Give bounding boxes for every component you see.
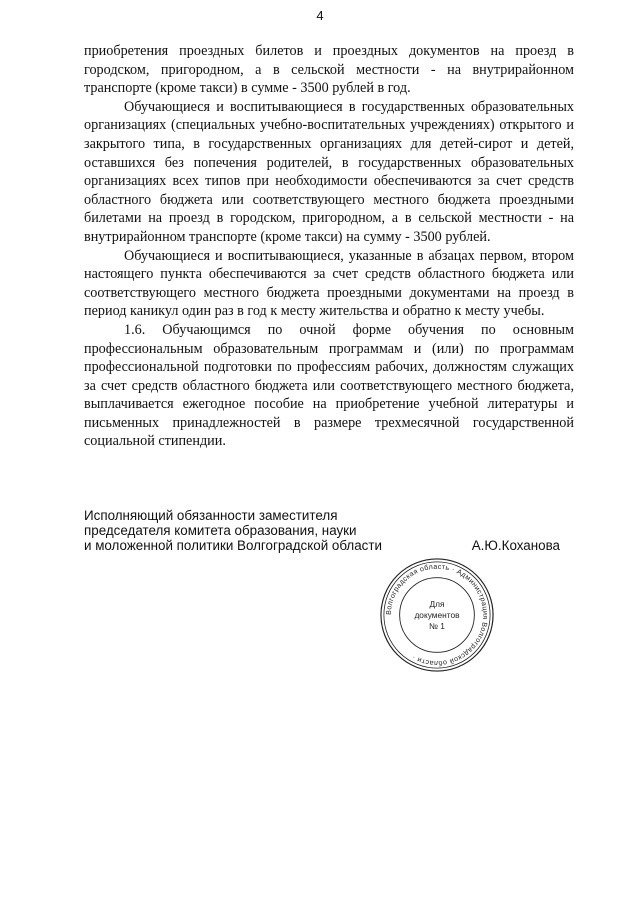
- paragraph-1: приобретения проездных билетов и проездных документов на проезд в городском, пригородном, а в сельской местности - на внутрирайонном транспорте (кроме такси) в сумме - 3500 рублей в год.: [84, 43, 574, 97]
- signer-title-line-1: Исполняющий обязанности заместителя: [84, 508, 338, 523]
- stamp-ring-text: Волгоградская область · Администрация Волгоградской области ·: [384, 562, 490, 668]
- page-number: 4: [316, 8, 324, 23]
- signer-title-line-2: председателя комитета образования, науки: [84, 523, 357, 539]
- stamp-center-line-3: № 1: [429, 620, 445, 631]
- stamp-center-line-1: Для: [429, 599, 445, 610]
- paragraph-3: Обучающиеся и воспитывающиеся, указанные в абзацах первом, втором настоящего пункта обеспечиваются за счет средств областного бюджета или соответствующего местного бюджета проездными документами на проезд в период каникул один раз в год к месту жительства и обратно к месту учебы.: [84, 247, 574, 320]
- paragraph-4: 1.6. Обучающимся по очной форме обучения по основным профессиональным образовательным программам и (или) по программам профессиональной подготовки по профессиям рабочих, должностям служащих за счет средств областного бюджета или соответствующего местного бюджета, выплачивается ежегодное пособие на приобретение учебной литературы и письменных принадлежностей в размере трехмесячной государственной социальной стипендии.: [84, 321, 574, 450]
- signer-title-line-3: и моложенной политики Волгоградской области: [84, 538, 382, 554]
- official-stamp: [378, 556, 496, 674]
- document-body: [84, 42, 574, 451]
- stamp-center-line-2: документов: [414, 609, 460, 620]
- paragraph-2: Обучающиеся и воспитывающиеся в государственных образовательных организациях (специальных учебно-воспитательных учреждениях) открытого и закрытого типа, в государственных организациях для детей-сирот и детей, оставшихся без попечения родителей, в государственных образовательных организациях всех типов при необходимости обеспечиваются за счет средств областного бюджета или соответствующего местного бюджета проездными билетами на проезд в городском, пригородном, а в сельской местности - на внутрирайонном транспорте (кроме такси) на сумму - 3500 рублей.: [84, 98, 574, 245]
- signature-block: [84, 508, 574, 554]
- signer-title-row: [84, 538, 574, 553]
- signer-name: А.Ю.Коханова: [471, 538, 560, 554]
